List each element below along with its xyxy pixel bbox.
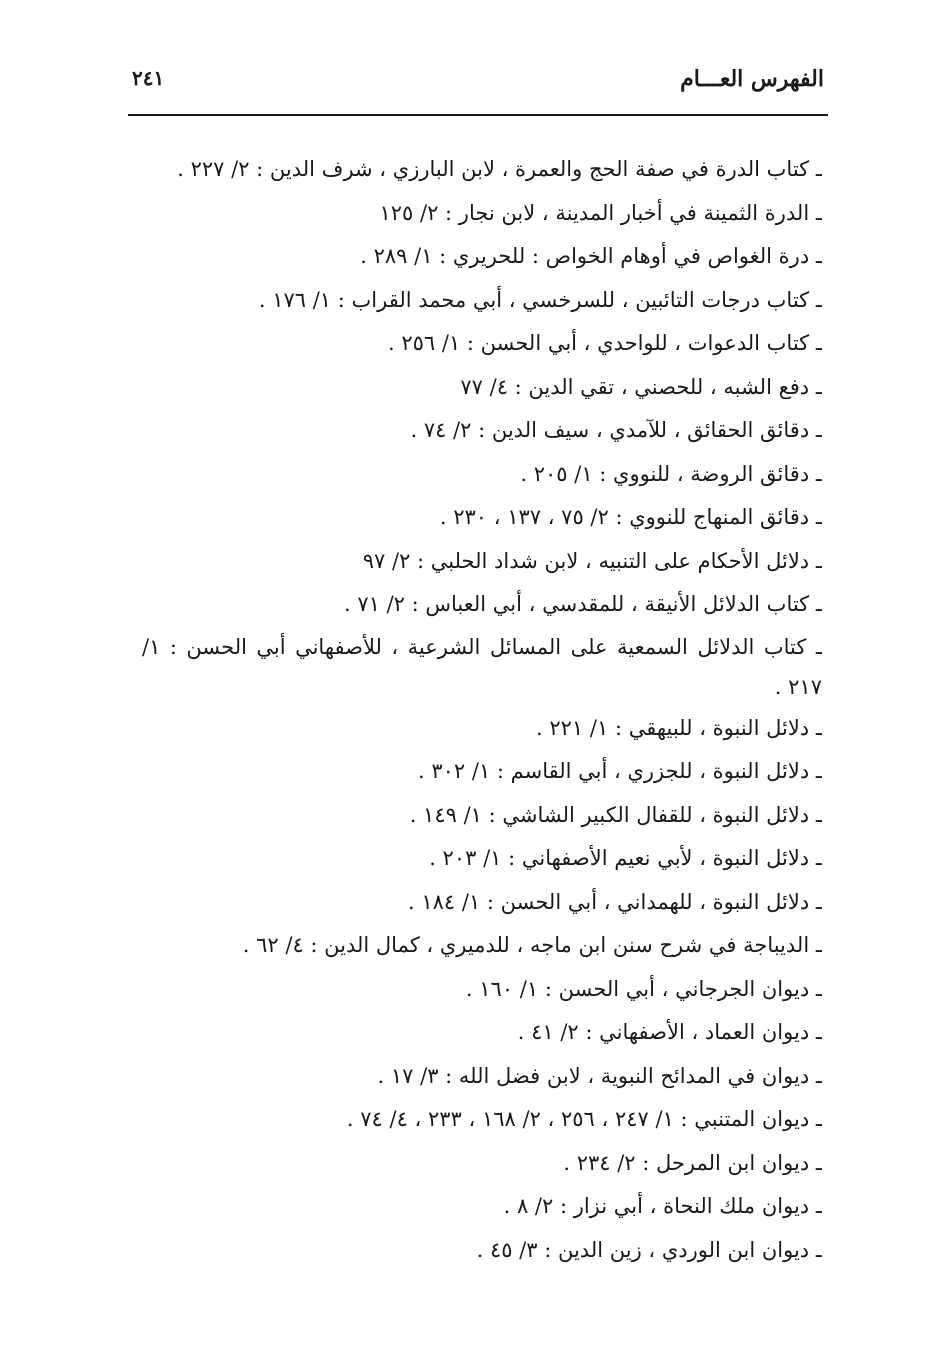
index-entry: ـ ديوان في المدائح النبوية ، لابن فضل الله : ٣/ ١٧ .: [377, 1063, 822, 1088]
running-title: الفهرس العـــام: [680, 66, 824, 92]
index-entry: ـ دلائل النبوة ، لأبي نعيم الأصفهاني : ١/ ٢٠٣ .: [429, 846, 822, 870]
index-entry: ـ دقائق الحقائق ، للآمدي ، سيف الدين : ٢/ ٧٤ .: [410, 418, 822, 442]
page-header: [128, 62, 828, 102]
index-entry: ـ ديوان ابن المرحل : ٢/ ٢٣٤ .: [563, 1150, 822, 1175]
index-entry-list: [142, 148, 822, 1272]
page-number: ٢٤١: [132, 66, 165, 90]
index-entry: ـ ديوان المتنبي : ١/ ٢٤٧ ، ٢٥٦ ، ٢/ ١٦٨ ، ٢٣٣ ، ٤/ ٧٤ .: [346, 1107, 822, 1131]
index-entry: ـ دلائل النبوة ، للهمداني ، أبي الحسن : ١/ ١٨٤ .: [407, 889, 822, 914]
index-entry: ـ الدرة الثمينة في أخبار المدينة ، لابن نجار : ٢/ ١٢٥: [379, 200, 822, 225]
index-entry: ـ دقائق المنهاج للنووي : ٢/ ٧٥ ، ١٣٧ ، ٢٣٠ .: [439, 505, 822, 529]
index-entry: ـ ديوان العماد ، الأصفهاني : ٢/ ٤١ .: [517, 1020, 822, 1044]
index-entry: ـ دقائق الروضة ، للنووي : ١/ ٢٠٥ .: [520, 461, 822, 486]
index-entry: ـ دلائل الأحكام على التنبيه ، لابن شداد الحلبي : ٢/ ٩٧: [362, 548, 822, 573]
index-entry: ـ كتاب الدعوات ، للواحدي ، أبي الحسن : ١/ ٢٥٦ .: [387, 331, 822, 355]
index-entry: ـ الديباجة في شرح سنن ابن ماجه ، للدميري ، كمال الدين : ٤/ ٦٢ .: [242, 933, 822, 957]
index-entry: ـ دفع الشبه ، للحصني ، تقي الدين : ٤/ ٧٧: [460, 374, 822, 399]
index-entry: ـ درة الغواص في أوهام الخواص : للحريري : ١/ ٢٨٩ .: [360, 244, 822, 268]
index-entry: ـ دلائل النبوة ، للجزري ، أبي القاسم : ١/ ٣٠٢ .: [417, 759, 822, 783]
index-entry: ـ كتاب الدلائل الأنيقة ، للمقدسي ، أبي العباس : ٢/ ٧١ .: [343, 592, 822, 616]
header-rule: [128, 114, 828, 116]
index-entry: ـ ديوان الجرجاني ، أبي الحسن : ١/ ١٦٠ .: [465, 976, 822, 1001]
index-entry: ـ دلائل النبوة ، للبيهقي : ١/ ٢٢١ .: [536, 715, 822, 740]
index-entry: ـ كتاب درجات التائبين ، للسرخسي ، أبي محمد القراب : ١/ ١٧٦ .: [258, 287, 822, 312]
index-entry: ـ كتاب الدلائل السمعية على المسائل الشرعية ، للأصفهاني أبي الحسن : ١/ ٢١٧ .: [142, 634, 822, 699]
index-entry: ـ دلائل النبوة ، للقفال الكبير الشاشي : ١/ ١٤٩ .: [409, 802, 822, 827]
index-entry: ـ كتاب الدرة في صفة الحج والعمرة ، لابن البارزي ، شرف الدين : ٢/ ٢٢٧ .: [177, 157, 822, 181]
index-entry: ـ ديوان ابن الوردي ، زين الدين : ٣/ ٤٥ .: [476, 1237, 822, 1262]
index-entry: ـ ديوان ملك النحاة ، أبي نزار : ٢/ ٨ .: [503, 1194, 822, 1218]
